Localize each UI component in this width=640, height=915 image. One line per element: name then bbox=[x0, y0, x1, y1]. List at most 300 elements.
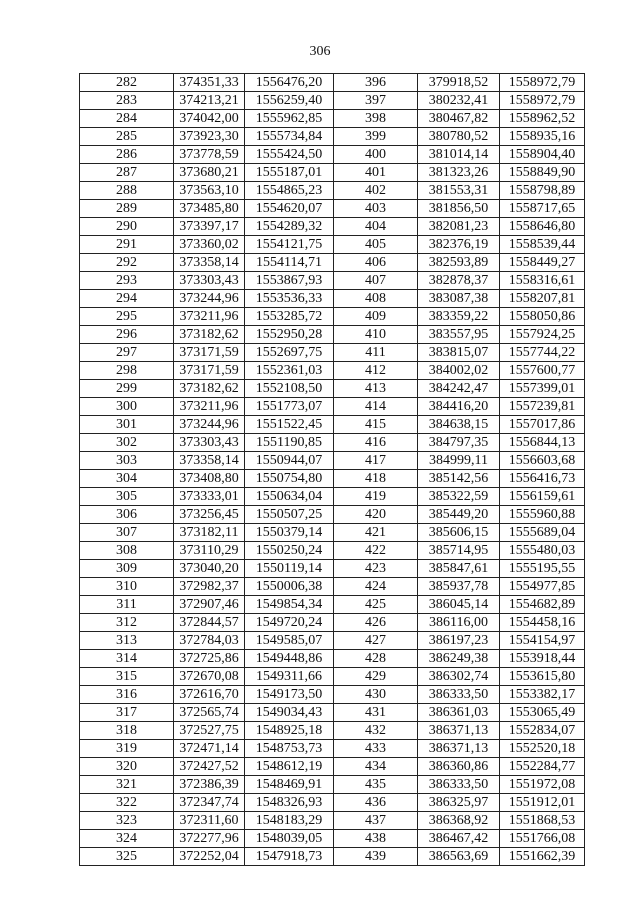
point-number-cell: 421 bbox=[334, 524, 418, 542]
point-number-cell: 427 bbox=[334, 632, 418, 650]
point-number-cell: 413 bbox=[334, 380, 418, 398]
point-number-cell: 289 bbox=[80, 200, 174, 218]
table-row bbox=[80, 614, 585, 632]
point-number-cell: 305 bbox=[80, 488, 174, 506]
table-row bbox=[80, 272, 585, 290]
table-row bbox=[80, 128, 585, 146]
y-coordinate-cell: 1558935,16 bbox=[500, 128, 585, 146]
y-coordinate-cell: 1551912,01 bbox=[500, 794, 585, 812]
point-number-cell: 306 bbox=[80, 506, 174, 524]
point-number-cell: 432 bbox=[334, 722, 418, 740]
y-coordinate-cell: 1555734,84 bbox=[245, 128, 334, 146]
y-coordinate-cell: 1555195,55 bbox=[500, 560, 585, 578]
point-number-cell: 303 bbox=[80, 452, 174, 470]
y-coordinate-cell: 1553382,17 bbox=[500, 686, 585, 704]
y-coordinate-cell: 1553285,72 bbox=[245, 308, 334, 326]
x-coordinate-cell: 386116,00 bbox=[418, 614, 500, 632]
y-coordinate-cell: 1557600,77 bbox=[500, 362, 585, 380]
y-coordinate-cell: 1551190,85 bbox=[245, 434, 334, 452]
table-row bbox=[80, 812, 585, 830]
x-coordinate-cell: 373303,43 bbox=[174, 434, 245, 452]
x-coordinate-cell: 384999,11 bbox=[418, 452, 500, 470]
x-coordinate-cell: 374213,21 bbox=[174, 92, 245, 110]
table-row bbox=[80, 308, 585, 326]
x-coordinate-cell: 372670,08 bbox=[174, 668, 245, 686]
point-number-cell: 291 bbox=[80, 236, 174, 254]
y-coordinate-cell: 1557399,01 bbox=[500, 380, 585, 398]
y-coordinate-cell: 1558207,81 bbox=[500, 290, 585, 308]
point-number-cell: 310 bbox=[80, 578, 174, 596]
y-coordinate-cell: 1550379,14 bbox=[245, 524, 334, 542]
y-coordinate-cell: 1555424,50 bbox=[245, 146, 334, 164]
point-number-cell: 414 bbox=[334, 398, 418, 416]
x-coordinate-cell: 386249,38 bbox=[418, 650, 500, 668]
y-coordinate-cell: 1558962,52 bbox=[500, 110, 585, 128]
point-number-cell: 433 bbox=[334, 740, 418, 758]
table-row bbox=[80, 344, 585, 362]
y-coordinate-cell: 1552950,28 bbox=[245, 326, 334, 344]
y-coordinate-cell: 1552284,77 bbox=[500, 758, 585, 776]
y-coordinate-cell: 1552361,03 bbox=[245, 362, 334, 380]
x-coordinate-cell: 384002,02 bbox=[418, 362, 500, 380]
point-number-cell: 434 bbox=[334, 758, 418, 776]
point-number-cell: 286 bbox=[80, 146, 174, 164]
x-coordinate-cell: 386302,74 bbox=[418, 668, 500, 686]
y-coordinate-cell: 1548469,91 bbox=[245, 776, 334, 794]
y-coordinate-cell: 1554458,16 bbox=[500, 614, 585, 632]
point-number-cell: 298 bbox=[80, 362, 174, 380]
x-coordinate-cell: 385606,15 bbox=[418, 524, 500, 542]
y-coordinate-cell: 1555960,88 bbox=[500, 506, 585, 524]
x-coordinate-cell: 382081,23 bbox=[418, 218, 500, 236]
point-number-cell: 320 bbox=[80, 758, 174, 776]
x-coordinate-cell: 372982,37 bbox=[174, 578, 245, 596]
y-coordinate-cell: 1550119,14 bbox=[245, 560, 334, 578]
point-number-cell: 411 bbox=[334, 344, 418, 362]
y-coordinate-cell: 1556259,40 bbox=[245, 92, 334, 110]
table-row bbox=[80, 830, 585, 848]
point-number-cell: 285 bbox=[80, 128, 174, 146]
x-coordinate-cell: 385847,61 bbox=[418, 560, 500, 578]
y-coordinate-cell: 1549034,43 bbox=[245, 704, 334, 722]
y-coordinate-cell: 1547918,73 bbox=[245, 848, 334, 866]
table-row bbox=[80, 398, 585, 416]
x-coordinate-cell: 372311,60 bbox=[174, 812, 245, 830]
point-number-cell: 324 bbox=[80, 830, 174, 848]
table-row bbox=[80, 452, 585, 470]
y-coordinate-cell: 1556844,13 bbox=[500, 434, 585, 452]
x-coordinate-cell: 380467,82 bbox=[418, 110, 500, 128]
y-coordinate-cell: 1554121,75 bbox=[245, 236, 334, 254]
point-number-cell: 317 bbox=[80, 704, 174, 722]
point-number-cell: 299 bbox=[80, 380, 174, 398]
point-number-cell: 418 bbox=[334, 470, 418, 488]
point-number-cell: 396 bbox=[334, 74, 418, 92]
x-coordinate-cell: 383815,07 bbox=[418, 344, 500, 362]
point-number-cell: 312 bbox=[80, 614, 174, 632]
y-coordinate-cell: 1558646,80 bbox=[500, 218, 585, 236]
x-coordinate-cell: 384242,47 bbox=[418, 380, 500, 398]
table-row bbox=[80, 182, 585, 200]
x-coordinate-cell: 372725,86 bbox=[174, 650, 245, 668]
x-coordinate-cell: 373211,96 bbox=[174, 308, 245, 326]
x-coordinate-cell: 373408,80 bbox=[174, 470, 245, 488]
point-number-cell: 423 bbox=[334, 560, 418, 578]
table-row bbox=[80, 740, 585, 758]
point-number-cell: 417 bbox=[334, 452, 418, 470]
x-coordinate-cell: 372277,96 bbox=[174, 830, 245, 848]
x-coordinate-cell: 373171,59 bbox=[174, 344, 245, 362]
x-coordinate-cell: 373563,10 bbox=[174, 182, 245, 200]
x-coordinate-cell: 385322,59 bbox=[418, 488, 500, 506]
point-number-cell: 438 bbox=[334, 830, 418, 848]
y-coordinate-cell: 1549720,24 bbox=[245, 614, 334, 632]
x-coordinate-cell: 373333,01 bbox=[174, 488, 245, 506]
table-row bbox=[80, 776, 585, 794]
point-number-cell: 295 bbox=[80, 308, 174, 326]
point-number-cell: 409 bbox=[334, 308, 418, 326]
y-coordinate-cell: 1558449,27 bbox=[500, 254, 585, 272]
y-coordinate-cell: 1550944,07 bbox=[245, 452, 334, 470]
x-coordinate-cell: 373182,62 bbox=[174, 380, 245, 398]
table-row bbox=[80, 596, 585, 614]
y-coordinate-cell: 1554289,32 bbox=[245, 218, 334, 236]
x-coordinate-cell: 373358,14 bbox=[174, 452, 245, 470]
table-row bbox=[80, 164, 585, 182]
point-number-cell: 319 bbox=[80, 740, 174, 758]
table-row bbox=[80, 254, 585, 272]
y-coordinate-cell: 1554977,85 bbox=[500, 578, 585, 596]
x-coordinate-cell: 384797,35 bbox=[418, 434, 500, 452]
x-coordinate-cell: 386333,50 bbox=[418, 686, 500, 704]
y-coordinate-cell: 1558972,79 bbox=[500, 74, 585, 92]
point-number-cell: 420 bbox=[334, 506, 418, 524]
point-number-cell: 415 bbox=[334, 416, 418, 434]
y-coordinate-cell: 1549311,66 bbox=[245, 668, 334, 686]
x-coordinate-cell: 374351,33 bbox=[174, 74, 245, 92]
y-coordinate-cell: 1558539,44 bbox=[500, 236, 585, 254]
table-row bbox=[80, 506, 585, 524]
x-coordinate-cell: 383359,22 bbox=[418, 308, 500, 326]
y-coordinate-cell: 1550634,04 bbox=[245, 488, 334, 506]
y-coordinate-cell: 1550507,25 bbox=[245, 506, 334, 524]
x-coordinate-cell: 373397,17 bbox=[174, 218, 245, 236]
point-number-cell: 287 bbox=[80, 164, 174, 182]
y-coordinate-cell: 1548925,18 bbox=[245, 722, 334, 740]
table-row bbox=[80, 146, 585, 164]
y-coordinate-cell: 1551868,53 bbox=[500, 812, 585, 830]
x-coordinate-cell: 386045,14 bbox=[418, 596, 500, 614]
table-row bbox=[80, 92, 585, 110]
x-coordinate-cell: 372252,04 bbox=[174, 848, 245, 866]
table-row bbox=[80, 362, 585, 380]
y-coordinate-cell: 1554154,97 bbox=[500, 632, 585, 650]
point-number-cell: 316 bbox=[80, 686, 174, 704]
point-number-cell: 402 bbox=[334, 182, 418, 200]
x-coordinate-cell: 372427,52 bbox=[174, 758, 245, 776]
point-number-cell: 313 bbox=[80, 632, 174, 650]
point-number-cell: 430 bbox=[334, 686, 418, 704]
x-coordinate-cell: 373171,59 bbox=[174, 362, 245, 380]
x-coordinate-cell: 373923,30 bbox=[174, 128, 245, 146]
x-coordinate-cell: 386563,69 bbox=[418, 848, 500, 866]
y-coordinate-cell: 1551773,07 bbox=[245, 398, 334, 416]
table-row bbox=[80, 416, 585, 434]
y-coordinate-cell: 1553867,93 bbox=[245, 272, 334, 290]
x-coordinate-cell: 384416,20 bbox=[418, 398, 500, 416]
x-coordinate-cell: 373303,43 bbox=[174, 272, 245, 290]
y-coordinate-cell: 1551766,08 bbox=[500, 830, 585, 848]
point-number-cell: 314 bbox=[80, 650, 174, 668]
table-row bbox=[80, 290, 585, 308]
x-coordinate-cell: 386467,42 bbox=[418, 830, 500, 848]
point-number-cell: 397 bbox=[334, 92, 418, 110]
y-coordinate-cell: 1553615,80 bbox=[500, 668, 585, 686]
x-coordinate-cell: 384638,15 bbox=[418, 416, 500, 434]
y-coordinate-cell: 1548326,93 bbox=[245, 794, 334, 812]
y-coordinate-cell: 1558849,90 bbox=[500, 164, 585, 182]
table-row bbox=[80, 218, 585, 236]
x-coordinate-cell: 381323,26 bbox=[418, 164, 500, 182]
x-coordinate-cell: 372527,75 bbox=[174, 722, 245, 740]
point-number-cell: 290 bbox=[80, 218, 174, 236]
x-coordinate-cell: 374042,00 bbox=[174, 110, 245, 128]
y-coordinate-cell: 1551522,45 bbox=[245, 416, 334, 434]
y-coordinate-cell: 1557744,22 bbox=[500, 344, 585, 362]
point-number-cell: 435 bbox=[334, 776, 418, 794]
coordinates-table bbox=[79, 73, 585, 866]
x-coordinate-cell: 386368,92 bbox=[418, 812, 500, 830]
y-coordinate-cell: 1549448,86 bbox=[245, 650, 334, 668]
point-number-cell: 321 bbox=[80, 776, 174, 794]
point-number-cell: 412 bbox=[334, 362, 418, 380]
y-coordinate-cell: 1548039,05 bbox=[245, 830, 334, 848]
x-coordinate-cell: 372347,74 bbox=[174, 794, 245, 812]
x-coordinate-cell: 373211,96 bbox=[174, 398, 245, 416]
y-coordinate-cell: 1556603,68 bbox=[500, 452, 585, 470]
point-number-cell: 406 bbox=[334, 254, 418, 272]
x-coordinate-cell: 373182,11 bbox=[174, 524, 245, 542]
x-coordinate-cell: 373256,45 bbox=[174, 506, 245, 524]
table-row bbox=[80, 704, 585, 722]
point-number-cell: 399 bbox=[334, 128, 418, 146]
table-row bbox=[80, 236, 585, 254]
y-coordinate-cell: 1557924,25 bbox=[500, 326, 585, 344]
point-number-cell: 410 bbox=[334, 326, 418, 344]
x-coordinate-cell: 372784,03 bbox=[174, 632, 245, 650]
y-coordinate-cell: 1554114,71 bbox=[245, 254, 334, 272]
point-number-cell: 323 bbox=[80, 812, 174, 830]
y-coordinate-cell: 1549173,50 bbox=[245, 686, 334, 704]
x-coordinate-cell: 373680,21 bbox=[174, 164, 245, 182]
y-coordinate-cell: 1556476,20 bbox=[245, 74, 334, 92]
y-coordinate-cell: 1555689,04 bbox=[500, 524, 585, 542]
table-row bbox=[80, 686, 585, 704]
table-row bbox=[80, 632, 585, 650]
table-row bbox=[80, 200, 585, 218]
point-number-cell: 315 bbox=[80, 668, 174, 686]
y-coordinate-cell: 1552520,18 bbox=[500, 740, 585, 758]
y-coordinate-cell: 1550754,80 bbox=[245, 470, 334, 488]
x-coordinate-cell: 383557,95 bbox=[418, 326, 500, 344]
table-row bbox=[80, 470, 585, 488]
point-number-cell: 301 bbox=[80, 416, 174, 434]
x-coordinate-cell: 373358,14 bbox=[174, 254, 245, 272]
point-number-cell: 431 bbox=[334, 704, 418, 722]
point-number-cell: 325 bbox=[80, 848, 174, 866]
y-coordinate-cell: 1550250,24 bbox=[245, 542, 334, 560]
table-row bbox=[80, 848, 585, 866]
point-number-cell: 436 bbox=[334, 794, 418, 812]
table-row bbox=[80, 524, 585, 542]
x-coordinate-cell: 373244,96 bbox=[174, 416, 245, 434]
table-row bbox=[80, 326, 585, 344]
point-number-cell: 282 bbox=[80, 74, 174, 92]
table-row bbox=[80, 542, 585, 560]
y-coordinate-cell: 1557239,81 bbox=[500, 398, 585, 416]
table-row bbox=[80, 578, 585, 596]
point-number-cell: 405 bbox=[334, 236, 418, 254]
point-number-cell: 419 bbox=[334, 488, 418, 506]
point-number-cell: 422 bbox=[334, 542, 418, 560]
y-coordinate-cell: 1552697,75 bbox=[245, 344, 334, 362]
y-coordinate-cell: 1558717,65 bbox=[500, 200, 585, 218]
point-number-cell: 437 bbox=[334, 812, 418, 830]
x-coordinate-cell: 372616,70 bbox=[174, 686, 245, 704]
point-number-cell: 300 bbox=[80, 398, 174, 416]
point-number-cell: 398 bbox=[334, 110, 418, 128]
x-coordinate-cell: 381553,31 bbox=[418, 182, 500, 200]
y-coordinate-cell: 1555187,01 bbox=[245, 164, 334, 182]
x-coordinate-cell: 381014,14 bbox=[418, 146, 500, 164]
point-number-cell: 403 bbox=[334, 200, 418, 218]
point-number-cell: 293 bbox=[80, 272, 174, 290]
x-coordinate-cell: 386197,23 bbox=[418, 632, 500, 650]
point-number-cell: 428 bbox=[334, 650, 418, 668]
y-coordinate-cell: 1550006,38 bbox=[245, 578, 334, 596]
point-number-cell: 297 bbox=[80, 344, 174, 362]
y-coordinate-cell: 1556159,61 bbox=[500, 488, 585, 506]
x-coordinate-cell: 372386,39 bbox=[174, 776, 245, 794]
y-coordinate-cell: 1557017,86 bbox=[500, 416, 585, 434]
table-row bbox=[80, 74, 585, 92]
point-number-cell: 400 bbox=[334, 146, 418, 164]
point-number-cell: 308 bbox=[80, 542, 174, 560]
x-coordinate-cell: 373040,20 bbox=[174, 560, 245, 578]
point-number-cell: 288 bbox=[80, 182, 174, 200]
y-coordinate-cell: 1554682,89 bbox=[500, 596, 585, 614]
y-coordinate-cell: 1551972,08 bbox=[500, 776, 585, 794]
point-number-cell: 309 bbox=[80, 560, 174, 578]
x-coordinate-cell: 385142,56 bbox=[418, 470, 500, 488]
point-number-cell: 408 bbox=[334, 290, 418, 308]
x-coordinate-cell: 386371,13 bbox=[418, 740, 500, 758]
y-coordinate-cell: 1553918,44 bbox=[500, 650, 585, 668]
x-coordinate-cell: 382593,89 bbox=[418, 254, 500, 272]
x-coordinate-cell: 372844,57 bbox=[174, 614, 245, 632]
x-coordinate-cell: 381856,50 bbox=[418, 200, 500, 218]
x-coordinate-cell: 385937,78 bbox=[418, 578, 500, 596]
point-number-cell: 424 bbox=[334, 578, 418, 596]
point-number-cell: 292 bbox=[80, 254, 174, 272]
point-number-cell: 318 bbox=[80, 722, 174, 740]
point-number-cell: 439 bbox=[334, 848, 418, 866]
y-coordinate-cell: 1558972,79 bbox=[500, 92, 585, 110]
table-row bbox=[80, 650, 585, 668]
x-coordinate-cell: 372907,46 bbox=[174, 596, 245, 614]
x-coordinate-cell: 383087,38 bbox=[418, 290, 500, 308]
y-coordinate-cell: 1556416,73 bbox=[500, 470, 585, 488]
point-number-cell: 426 bbox=[334, 614, 418, 632]
y-coordinate-cell: 1549854,34 bbox=[245, 596, 334, 614]
x-coordinate-cell: 386325,97 bbox=[418, 794, 500, 812]
table-row bbox=[80, 560, 585, 578]
y-coordinate-cell: 1558904,40 bbox=[500, 146, 585, 164]
point-number-cell: 294 bbox=[80, 290, 174, 308]
x-coordinate-cell: 372471,14 bbox=[174, 740, 245, 758]
y-coordinate-cell: 1552108,50 bbox=[245, 380, 334, 398]
y-coordinate-cell: 1558798,89 bbox=[500, 182, 585, 200]
table-row bbox=[80, 110, 585, 128]
point-number-cell: 322 bbox=[80, 794, 174, 812]
point-number-cell: 284 bbox=[80, 110, 174, 128]
x-coordinate-cell: 382878,37 bbox=[418, 272, 500, 290]
y-coordinate-cell: 1548183,29 bbox=[245, 812, 334, 830]
table-row bbox=[80, 434, 585, 452]
point-number-cell: 429 bbox=[334, 668, 418, 686]
point-number-cell: 407 bbox=[334, 272, 418, 290]
x-coordinate-cell: 372565,74 bbox=[174, 704, 245, 722]
table-row bbox=[80, 380, 585, 398]
table-row bbox=[80, 758, 585, 776]
point-number-cell: 296 bbox=[80, 326, 174, 344]
y-coordinate-cell: 1549585,07 bbox=[245, 632, 334, 650]
x-coordinate-cell: 380780,52 bbox=[418, 128, 500, 146]
x-coordinate-cell: 373110,29 bbox=[174, 542, 245, 560]
x-coordinate-cell: 382376,19 bbox=[418, 236, 500, 254]
y-coordinate-cell: 1553536,33 bbox=[245, 290, 334, 308]
y-coordinate-cell: 1554620,07 bbox=[245, 200, 334, 218]
y-coordinate-cell: 1558050,86 bbox=[500, 308, 585, 326]
point-number-cell: 304 bbox=[80, 470, 174, 488]
y-coordinate-cell: 1558316,61 bbox=[500, 272, 585, 290]
y-coordinate-cell: 1553065,49 bbox=[500, 704, 585, 722]
x-coordinate-cell: 386371,13 bbox=[418, 722, 500, 740]
table-row bbox=[80, 668, 585, 686]
y-coordinate-cell: 1555962,85 bbox=[245, 110, 334, 128]
page-number: 306 bbox=[309, 44, 331, 59]
coordinates-table-body bbox=[80, 74, 585, 866]
y-coordinate-cell: 1548753,73 bbox=[245, 740, 334, 758]
y-coordinate-cell: 1548612,19 bbox=[245, 758, 334, 776]
y-coordinate-cell: 1554865,23 bbox=[245, 182, 334, 200]
x-coordinate-cell: 373244,96 bbox=[174, 290, 245, 308]
y-coordinate-cell: 1551662,39 bbox=[500, 848, 585, 866]
x-coordinate-cell: 373360,02 bbox=[174, 236, 245, 254]
point-number-cell: 307 bbox=[80, 524, 174, 542]
point-number-cell: 425 bbox=[334, 596, 418, 614]
x-coordinate-cell: 385449,20 bbox=[418, 506, 500, 524]
x-coordinate-cell: 380232,41 bbox=[418, 92, 500, 110]
x-coordinate-cell: 386333,50 bbox=[418, 776, 500, 794]
y-coordinate-cell: 1555480,03 bbox=[500, 542, 585, 560]
x-coordinate-cell: 386360,86 bbox=[418, 758, 500, 776]
point-number-cell: 302 bbox=[80, 434, 174, 452]
point-number-cell: 401 bbox=[334, 164, 418, 182]
x-coordinate-cell: 386361,03 bbox=[418, 704, 500, 722]
point-number-cell: 404 bbox=[334, 218, 418, 236]
table-row bbox=[80, 722, 585, 740]
